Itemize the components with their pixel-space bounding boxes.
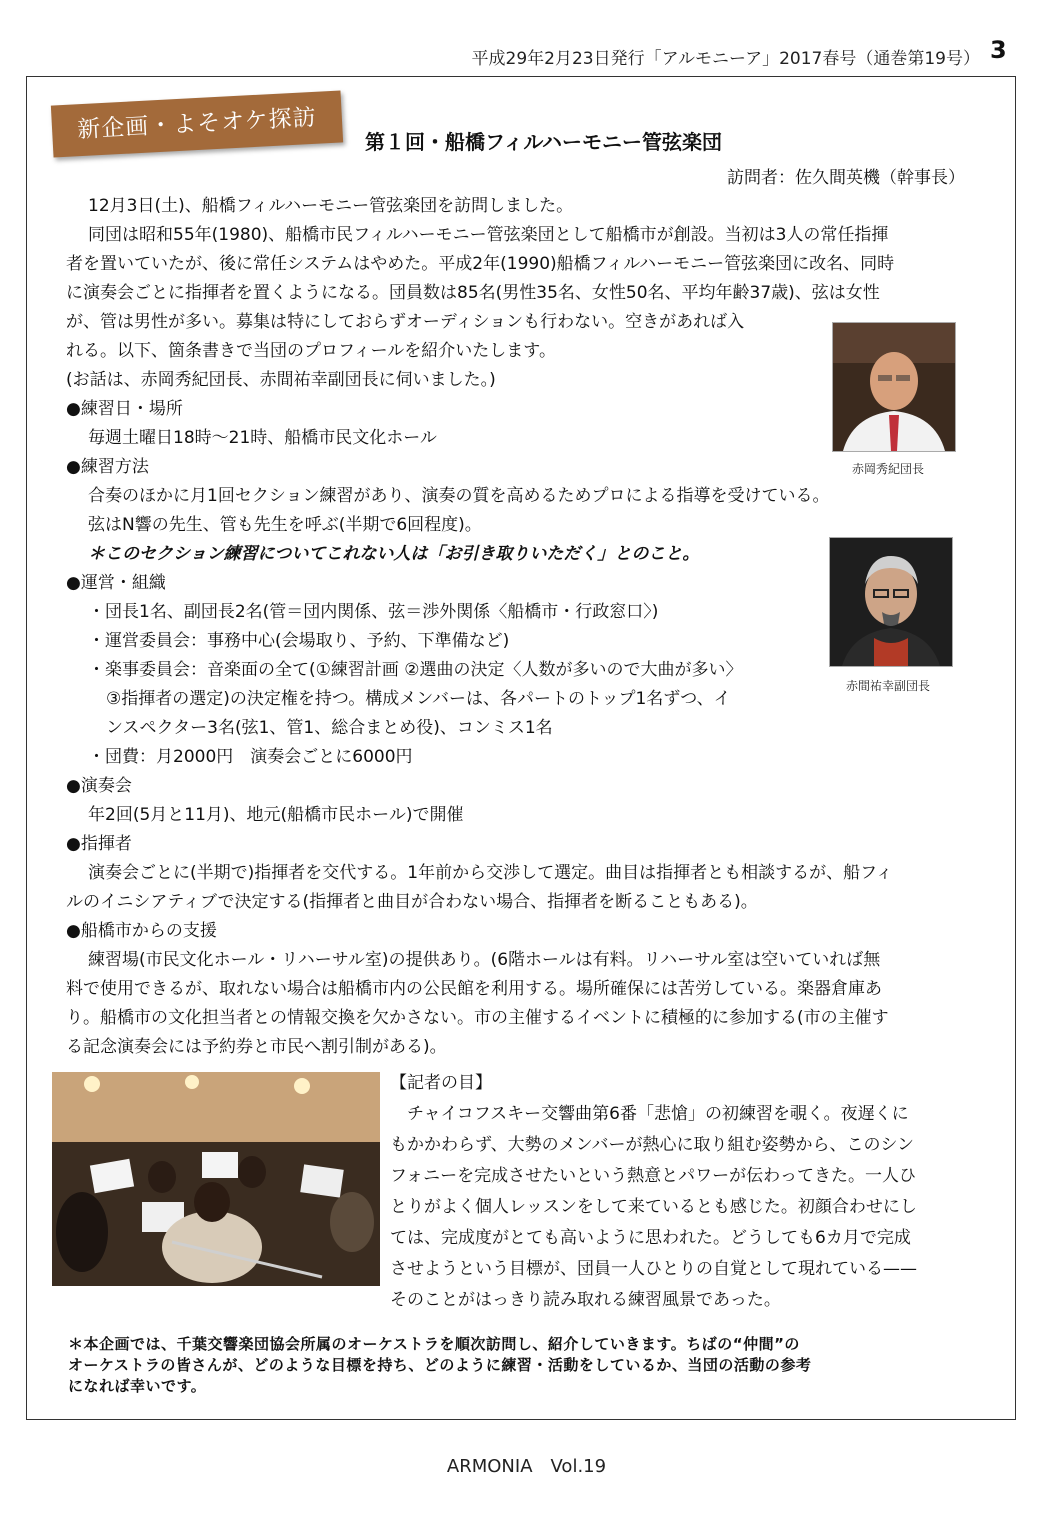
support-line: り。船橋市の文化担当者との情報交換を欠かさない。市の主催するイベントに積極的に参加する(市の主催す	[66, 1008, 889, 1028]
page-footer: ARMONIA Vol.19	[446, 1456, 607, 1477]
portrait-image	[833, 323, 955, 451]
conductor-heading: ●指揮者	[66, 834, 132, 854]
rehearsal-image	[52, 1072, 380, 1286]
intro-line: れる。以下、箇条書きで当団のプロフィールを紹介いたします。	[66, 341, 556, 361]
reporter-heading: 【記者の目】	[390, 1073, 492, 1093]
support-heading: ●船橋市からの支援	[66, 921, 217, 941]
reporter-line: チャイコフスキー交響曲第6番「悲愴」の初練習を覗く。夜遅くに	[390, 1104, 909, 1124]
reporter-line: そのことがはっきり読み取れる練習風景であった。	[390, 1290, 781, 1310]
reporter-line: させようという目標が、団員一人ひとりの自覚として現れている——	[390, 1259, 917, 1279]
issue-line: 平成29年2月23日発行「アルモニーア」2017春号（通巻第19号）	[471, 49, 980, 69]
intro-line: が、管は男性が多い。募集は特にしておらずオーディションも行わない。空きがあれば入	[66, 312, 745, 332]
support-line: 練習場(市民文化ホール・リハーサル室)の提供あり。(6階ホールは有料。リハーサル室は空いていれば無	[88, 950, 881, 970]
reporter-line: とりがよく個人レッスンをして来ているとも感じた。初顔合わせにし	[390, 1197, 917, 1217]
conductor-line: 演奏会ごとに(半期で)指揮者を交代する。1年前から交渉して選定。曲目は指揮者とも相談するが、船フィ	[88, 863, 893, 883]
org-line: ・運営委員会：事務中心(会場取り、予約、下準備など)	[88, 631, 510, 651]
series-tag: 新企画・よそオケ探訪	[51, 90, 343, 157]
concert-heading: ●演奏会	[66, 776, 132, 796]
portrait-image	[830, 538, 952, 666]
footnote-line: になれば幸いです。	[68, 1377, 207, 1395]
vice-president-caption: 赤間祐幸副団長	[846, 679, 931, 693]
president-caption: 赤岡秀紀団長	[852, 462, 925, 476]
method-heading: ●練習方法	[66, 457, 149, 477]
org-heading: ●運営・組織	[66, 573, 166, 593]
intro-line: 同団は昭和55年(1980)、船橋市民フィルハーモニー管弦楽団として船橋市が創設。当初は3人の常任指揮	[88, 225, 889, 245]
rehearsal-photo	[52, 1072, 380, 1286]
reporter-line: ては、完成度がとても高いように思われた。どうしても6カ月で完成	[390, 1228, 911, 1248]
org-line: ③指揮者の選定)の決定権を持つ。構成メンバーは、各パートのトップ1名ずつ、イ	[106, 689, 731, 709]
support-line: 料で使用できるが、取れない場合は船橋市内の公民館を利用する。場所確保には苦労している。楽器倉庫あ	[66, 979, 882, 999]
org-fee: ・団費：月2000円 演奏会ごとに6000円	[88, 747, 413, 767]
intro-line: 12月3日(土)、船橋フィルハーモニー管弦楽団を訪問しました。	[88, 196, 574, 216]
method-emphasis: ＊このセクション練習についてこれない人は「お引き取りいただく」とのこと。	[88, 544, 700, 564]
practice-text: 毎週土曜日18時〜21時、船橋市民文化ホール	[88, 428, 437, 448]
reporter-line: もかかわらず、大勢のメンバーが熱心に取り組む姿勢から、このシン	[390, 1135, 915, 1155]
conductor-line: ルのイニシアティブで決定する(指揮者と曲目が合わない場合、指揮者を断ることもある)。	[66, 892, 758, 912]
page-number: 3	[990, 36, 1007, 64]
concert-text: 年2回(5月と11月)、地元(船橋市民ホール)で開催	[88, 805, 464, 825]
visitor-line: 訪問者：佐久間英機（幹事長）	[727, 168, 965, 188]
footnote-line: オーケストラの皆さんが、どのような目標を持ち、どのように練習・活動をしているか、当団の活動の参考	[68, 1356, 812, 1374]
president-photo	[832, 322, 956, 452]
intro-line: に演奏会ごとに指揮者を置くようになる。団員数は85名(男性35名、女性50名、平均年齢37歳)、弦は女性	[66, 283, 880, 303]
org-line: ・楽事委員会：音楽面の全て(①練習計画 ②選曲の決定〈人数が多いので大曲が多い〉	[88, 660, 743, 680]
org-line: ・団長1名、副団長2名(管＝団内関係、弦＝渉外関係〈船橋市・行政窓口〉)	[88, 602, 659, 622]
vice-president-photo	[829, 537, 953, 667]
method-line: 弦はN響の先生、管も先生を呼ぶ(半期で6回程度)。	[88, 515, 482, 535]
org-line: ンスペクター3名(弦1、管1、総合まとめ役)、コンミス1名	[106, 718, 553, 738]
method-line: 合奏のほかに月1回セクション練習があり、演奏の質を高めるためプロによる指導を受けている。	[88, 486, 830, 506]
article-title: 第１回・船橋フィルハーモニー管弦楽団	[365, 130, 722, 154]
intro-line: 者を置いていたが、後に常任システムはやめた。平成2年(1990)船橋フィルハーモニー管弦楽団に改名、同時	[66, 254, 895, 274]
reporter-column	[390, 1068, 990, 1316]
reporter-line: フォニーを完成させたいという熱意とパワーが伝わってきた。一人ひ	[390, 1166, 916, 1186]
practice-heading: ●練習日・場所	[66, 399, 183, 419]
footnote-line: ＊本企画では、千葉交響楽団協会所属のオーケストラを順次訪問し、紹介していきます。ちばの“仲間”の	[68, 1335, 800, 1353]
intro-line: (お話は、赤岡秀紀団長、赤間祐幸副団長に伺いました。)	[66, 370, 496, 390]
footnote	[68, 1334, 988, 1397]
support-line: る記念演奏会には予約券と市民へ割引制がある)。	[66, 1037, 447, 1057]
